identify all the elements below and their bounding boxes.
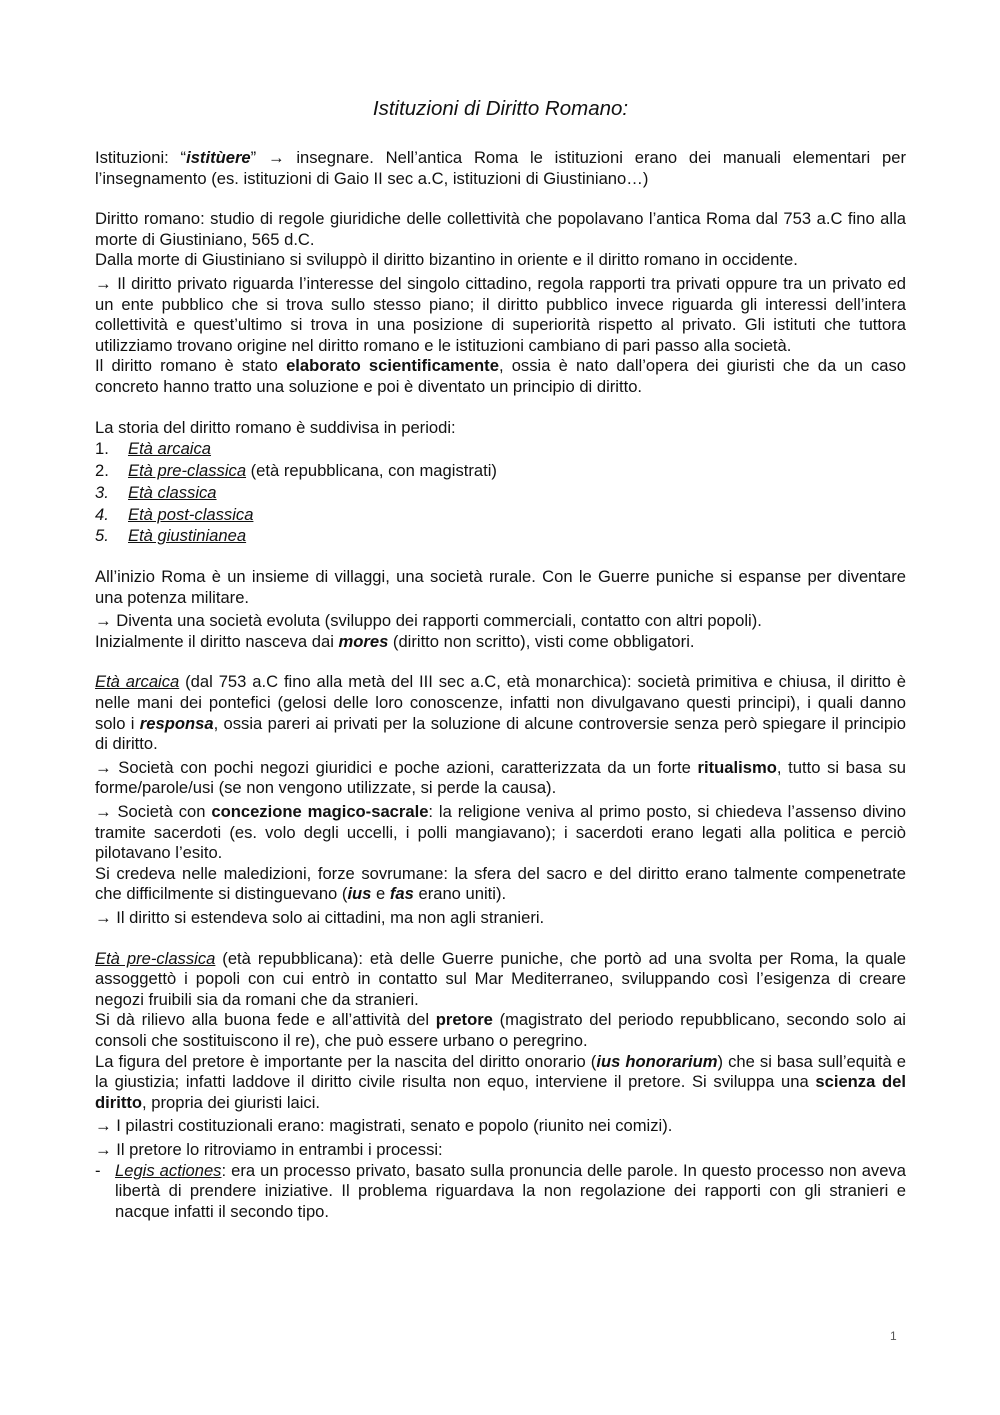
paragraph-eta-arcaica [95,672,906,754]
document-page [95,96,906,1222]
paragraph-mores [95,632,906,653]
text: (magistrato del periodo repubblicano, secondo solo ai consoli che sostituiscono il re), che può essere urbano o peregrino. [95,1010,906,1050]
term-magico-sacrale: concezione magico-sacrale [211,802,429,822]
periods-list [95,438,906,547]
list-number: 3. [95,482,109,502]
list-item [95,1161,906,1223]
paragraph-periodi-intro: La storia del diritto romano è suddivisa in periodi: [95,417,456,437]
list-item [95,525,906,547]
text: Si credeva nelle maledizioni, forze sovrumane: la sfera del sacro e del diritto erano talmente compenetrate che difficilmente si distinguevano ( [95,863,906,904]
text: erano uniti). [413,884,507,904]
text: , propria dei giuristi laici. [142,1092,321,1112]
legis-actiones-text [115,1161,906,1223]
list-item [95,504,906,526]
period-note: (età repubblicana, con magistrati) [246,460,497,480]
period-label: Età classica [128,482,217,502]
paragraph-cittadini: → Il diritto si estendeva solo ai cittadini, ma non agli stranieri. [95,908,545,928]
text: , tutto si basa su forme/parole/usi (se non vengono utilizzate, si perde la causa). [95,757,906,798]
paragraph-istituzioni [95,148,906,189]
term-mores: mores [338,631,389,651]
list-item [95,482,906,504]
paragraph-ius-honorarium [95,1052,906,1114]
paragraph-diritto-privato: → Il diritto privato riguarda l’interesse del singolo cittadino, regola rapporti tra privati oppure tra un privato ed un ente pubblico che si trova sullo stesso piano; il diritto pubblico invece riguarda gli interessi dell’intera collettività e quest’ultimo si trova in una posizione di superiorità rispetto al privato. Gli istituti che tuttora utilizziamo trovano origine nel diritto romano e le istituzioni cambiano di pari passo alla società. [95,273,906,355]
paragraph-ritualismo [95,758,906,799]
text: e [371,884,390,904]
paragraph-elaborato [95,356,906,397]
heading-eta-arcaica: Età arcaica [95,672,180,692]
dash-marker: - [95,1160,101,1180]
paragraph-processi: → Il pretore lo ritroviamo in entrambi i processi: [95,1139,443,1159]
period-label: Età arcaica [128,439,212,459]
term-ritualismo: ritualismo [697,757,777,777]
text: : la religione veniva al primo posto, si chiedeva l’assenso divino tramite sacerdoti (es. volo degli uccelli, i polli mangiavano); i sacerdoti erano legati alla politica e perciò pilotavano l’esito. [95,802,906,863]
list-item [95,438,906,460]
paragraph-diritto-romano: Diritto romano: studio di regole giuridiche delle collettività che popolavano l’antica Roma dal 753 a.C fino alla morte di Giustiniano, 565 d.C. [95,209,906,249]
document-title: Istituzioni di Diritto Romano: [372,97,629,120]
text: , ossia pareri ai privati per la soluzione di alcune controversie senza però spiegare il principio di diritto. [95,713,906,754]
term-scienza-del-diritto: scienza del diritto [95,1072,906,1112]
paragraph-maledizioni [95,864,906,905]
paragraph-pretore [95,1010,906,1051]
text: Il diritto romano è stato [95,356,287,376]
text: → Società con [95,802,212,822]
list-item [95,460,906,482]
text: : era un processo privato, basato sulla pronuncia delle parole. In questo processo non aveva libertà di prendere iniziative. Il problema riguardava la non regolazione dei rapporti con gli stranieri e nacque infatti il secondo tipo. [115,1160,906,1221]
text: ) che si basa sull’equità e la giustizia; infatti laddove il diritto civile risulta non equo, interviene il pretore. Si sviluppa una [95,1051,906,1092]
list-number: 4. [95,504,109,524]
term-legis-actiones: Legis actiones [115,1160,222,1180]
period-label: Età post-classica [128,504,254,524]
list-number: 2. [95,460,109,480]
text: (diritto non scritto), visti come obbligatori. [388,631,695,651]
paragraph-magico-sacrale [95,802,906,864]
text: (età repubblicana): età delle Guerre puniche, che portò ad una svolta per Roma, la quale assoggettò i popoli con cui entrò in contatto sul Mar Mediterraneo, sviluppando così l’esigenza di creare negozi fruibili sia da romani che da stranieri. [95,948,907,1009]
text: ” → insegnare. Nell’antica Roma le istituzioni erano dei manuali elementari per l’insegnamento (es. istituzioni di Gaio II sec a.C, istituzioni di Giustiniano…) [95,148,906,188]
text: Si dà rilievo alla buona fede e all’attività del [95,1010,436,1030]
page-number: 1 [890,1329,897,1343]
text: (dal 753 a.C fino alla metà del III sec a.C, età monarchica): società primitiva e chiusa, il diritto è nelle mani dei pontefici (gelosi delle loro conoscenze, infatti non divulgavano questi principi), i quali danno solo i [95,672,906,733]
paragraph-societa-evoluta: → Diventa una società evoluta (sviluppo dei rapporti commerciali, contatto con altri popoli). [95,611,762,631]
term-pretore: pretore [435,1010,493,1030]
text: Istituzioni: “ [95,148,187,167]
term-fas: fas [389,884,414,904]
text: , ossia è nato dall’opera dei giuristi che da un caso concreto hanno tratto una soluzione e poi è diventato un principio di diritto. [95,356,906,396]
paragraph-diritto-bizantino: Dalla morte di Giustiniano si sviluppò il diritto bizantino in oriente e il diritto romano in occidente. [95,250,798,270]
list-number: 5. [95,526,109,546]
text: Inizialmente il diritto nasceva dai [95,631,339,651]
text: → Società con pochi negozi giuridici e poche azioni, caratterizzata da un forte [95,757,698,777]
period-label: Età giustinianea [128,526,247,546]
term-istituere: istitùere [186,148,251,167]
text: La figura del pretore è importante per la nascita del diritto onorario ( [95,1051,597,1071]
period-label: Età pre-classica [128,460,247,480]
list-number: 1. [95,439,109,459]
paragraph-villaggi: All’inizio Roma è un insieme di villaggi, una società rurale. Con le Guerre puniche si espanse per diventare una potenza militare. [95,567,906,607]
term-responsa: responsa [139,713,214,733]
heading-eta-pre-classica: Età pre-classica [95,948,216,968]
term-elaborato: elaborato scientificamente [286,356,499,376]
paragraph-pilastri: → I pilastri costituzionali erano: magistrati, senato e popolo (riunito nei comizi). [95,1116,673,1136]
term-ius-honorarium: ius honorarium [596,1051,718,1071]
term-ius: ius [347,884,372,904]
paragraph-eta-pre-classica [95,949,906,1011]
